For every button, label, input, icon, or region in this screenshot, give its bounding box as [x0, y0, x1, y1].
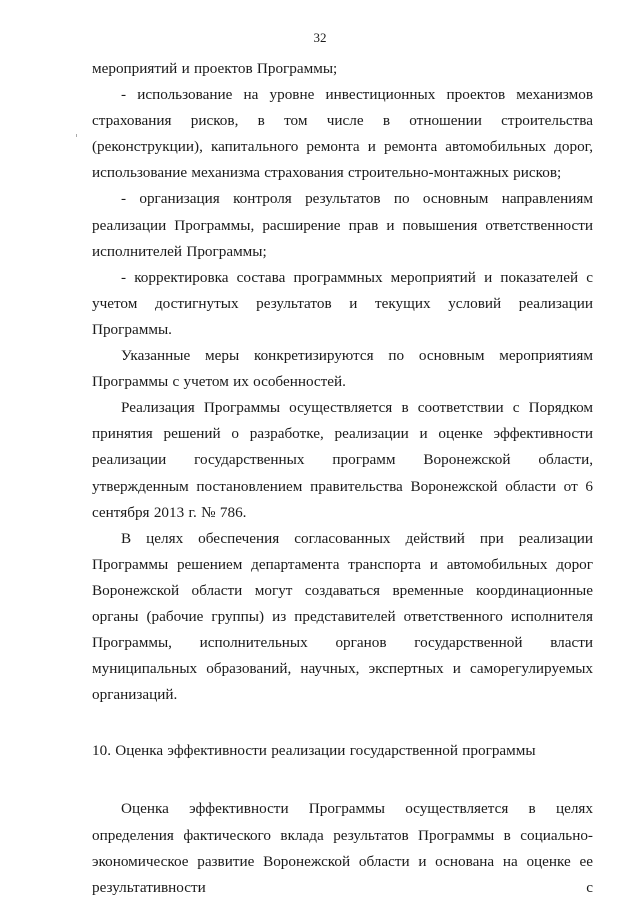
page-number: 32 — [313, 30, 327, 45]
document-body — [92, 56, 593, 901]
paragraph-control: - организация контроля результатов по основным направлениям реализации Программы, расширение прав и повышения ответственности исполнителей Программы; — [92, 190, 593, 260]
section-heading: 10. Оценка эффективности реализации государственной программы — [92, 742, 536, 760]
paragraph-insurance: - использование на уровне инвестиционных проектов механизмов страхования рисков, в том числе в отношении строительства (реконструкции), капитального ремонта и ремонта автомобильных дорог, использование механизма страхования строительно-монтажных рисков; — [92, 86, 593, 182]
paragraph-evaluation: Оценка эффективности Программы осуществляется в целях определения фактического вклада результатов Программы в социально-экономическое развитие Воронежской области и основана на оценке ее результативности с — [92, 800, 593, 896]
paragraph-implementation: Реализация Программы осуществляется в соответствии с Порядком принятия решений о разработке, реализации и оценке эффективности реализации государственных программ Воронежской области, утвержденным постановлением правительства Воронежской области от 6 сентября 2013 г. № 786. — [92, 399, 593, 521]
paragraph-continuation: мероприятий и проектов Программы; — [92, 60, 338, 77]
paragraph-adjustment: - корректировка состава программных мероприятий и показателей с учетом достигнутых результатов и текущих условий реализации Программы. — [92, 268, 593, 338]
paragraph-coordination: В целях обеспечения согласованных действий при реализации Программы решением департамента транспорта и автомобильных дорог Воронежской области могут создаваться временные координационные органы (рабочие группы) из представителей ответственного исполнителя Программы, исполнительных органов государственной власти муниципальных образований, научных, экспертных и саморегулируемых организаций. — [92, 529, 593, 704]
paragraph-measures: Указанные меры конкретизируются по основным мероприятиям Программы с учетом их особенностей. — [92, 347, 593, 391]
margin-mark — [76, 134, 77, 137]
